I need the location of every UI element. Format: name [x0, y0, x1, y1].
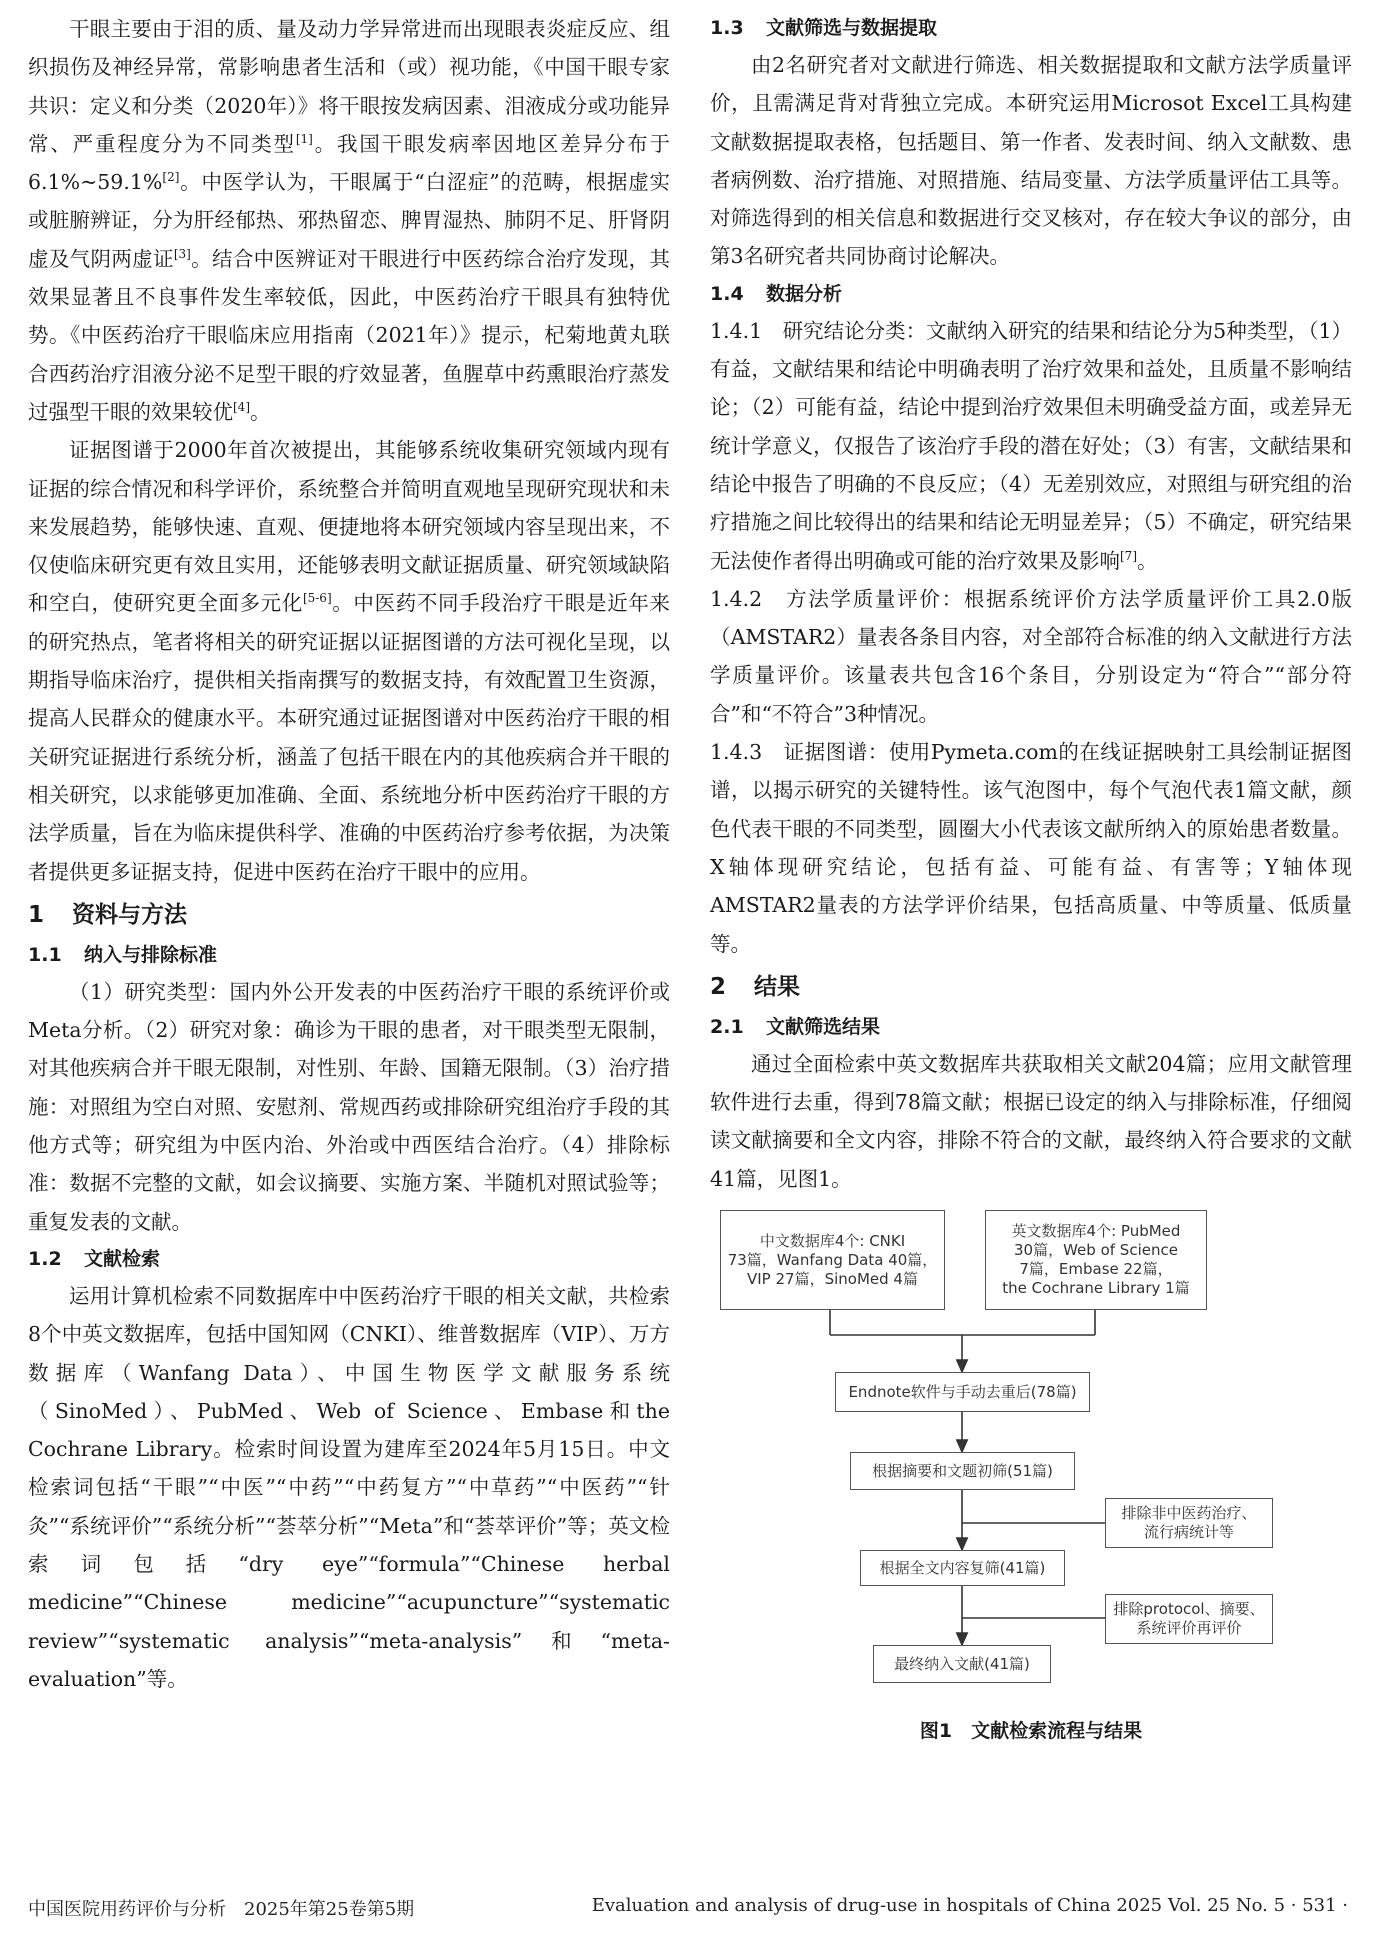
- subsection-heading-1-1: 1.1 纳入与排除标准: [28, 943, 218, 966]
- journal-issue: 中国医院用药评价与分析 2025年第25卷第5期: [28, 1899, 415, 1920]
- dedup-box: Endnote软件与手动去重后(78篇): [835, 1372, 1090, 1412]
- left-column: [28, 10, 670, 1698]
- english-database-box: 英文数据库4个: PubMed 30篇，Web of Science 7篇，Embase 22篇， the Cochrane Library 1篇: [985, 1210, 1207, 1310]
- journal-english-title-page: Evaluation and analysis of drug-use in hospitals of China 2025 Vol. 25 No. 5 · 531 ·: [591, 1895, 1348, 1916]
- exclusion-box-1: 排除非中医药治疗、 流行病统计等: [1105, 1498, 1273, 1548]
- intro-paragraph-2: 证据图谱于2000年首次被提出，其能够系统收集研究领域内现有证据的综合情况和科学评价，系统整合并简明直观地呈现研究现状和未来发展趋势，能够快速、直观、便捷地将本研究领域内容呈现出来，不仅使临床研究更有效且实用，还能够表明文献证据质量、研究领域缺陷和空白，使研究更全面多元化[5-6]。中医药不同手段治疗干眼是近年来的研究热点，笔者将相关的研究证据以证据图谱的方法可视化呈现，以期指导临床治疗，提供相关指南撰写的数据支持，有效配置卫生资源，提高人民群众的健康水平。本研究通过证据图谱对中医药治疗干眼的相关研究证据进行系统分析，涵盖了包括干眼在内的其他疾病合并干眼的相关研究，以求能够更加准确、全面、系统地分析中医药治疗干眼的方法学质量，旨在为临床提供科学、准确的中医药治疗参考依据，为决策者提供更多证据支持，促进中医药在治疗干眼中的应用。: [28, 438, 671, 884]
- exclusion-box-2: 排除protocol、摘要、 系统评价再评价: [1105, 1594, 1273, 1644]
- subsection-heading-1-2: 1.2 文献检索: [28, 1247, 161, 1270]
- analysis-paragraph-1-4-3: 1.4.3 证据图谱：使用Pymeta.com的在线证据映射工具绘制证据图谱，以揭示研究的关键特性。该气泡图中，每个气泡代表1篇文献，颜色代表干眼的不同类型，圆圈大小代表该文献所纳入的原始患者数量。X轴体现研究结论，包括有益、可能有益、有害等；Y轴体现AMSTAR2量表的方法学评价结果，包括高质量、中等质量、低质量等。: [710, 740, 1352, 956]
- section-heading-2: 2 结果: [710, 973, 800, 1000]
- subsection-heading-1-4: 1.4 数据分析: [710, 282, 843, 305]
- analysis-paragraph-1-4-1: 1.4.1 研究结论分类：文献纳入研究的结果和结论分为5种类型，（1）有益，文献结果和结论中明确表明了治疗效果和益处，且质量不影响结论；（2）可能有益，结论中提到治疗效果但未明确受益方面，或差异无统计学意义，仅报告了该治疗手段的潜在好处；（3）有害，文献结果和结论中报告了明确的不良反应；（4）无差别效应，对照组与研究组的治疗措施之间比较得出的结果和结论无明显差异；（5）不确定，研究结果无法使作者得出明确或可能的治疗效果及影响[7]。: [710, 318, 1352, 573]
- final-inclusion-box: 最终纳入文献(41篇): [873, 1645, 1051, 1683]
- literature-search-paragraph: 运用计算机检索不同数据库中中医药治疗干眼的相关文献，共检索8个中英文数据库，包括中国知网（CNKI）、维普数据库（VIP）、万方数据库（Wanfang Data）、中国生物医学文献服务系统（SinoMed）、PubMed、Web of Science、Embase和the Cochrane Library。检索时间设置为建库至2024年5月15日。中文检索词包括“干眼”“中医”“中药”“中药复方”“中草药”“中医药”“针灸”“系统评价”“系统分析”“荟萃分析”“Meta”和“荟萃评价”等；英文检索词包括“dry eye”“formula”“Chinese herbal medicine”“Chinese medicine”“acupuncture”“systematic review”“systematic analysis”“meta-analysis”和“meta-evaluation”等。: [28, 1283, 670, 1691]
- analysis-paragraph-1-4-2: 1.4.2 方法学质量评价：根据系统评价方法学质量评价工具2.0版（AMSTAR2）量表各条目内容，对全部符合标准的纳入文献进行方法学质量评价。该量表共包含16个条目，分别设定为“符合”“部分符合”和“不符合”3种情况。: [710, 586, 1352, 726]
- subsection-heading-1-3: 1.3 文献筛选与数据提取: [710, 17, 938, 39]
- right-column: [710, 10, 1352, 1743]
- section-heading-1: 1 资料与方法: [28, 901, 187, 928]
- inclusion-criteria-paragraph: （1）研究类型：国内外公开发表的中医药治疗干眼的系统评价或Meta分析。（2）研究对象：确诊为干眼的患者，对干眼类型无限制，对其他疾病合并干眼无限制，对性别、年龄、国籍无限制。（3）治疗措施：对照组为空白对照、安慰剂、常规西药或排除研究组治疗手段的其他方式等；研究组为中医内治、外治或中西医结合治疗。（4）排除标准：数据不完整的文献，如会议摘要、实施方案、半随机对照试验等；重复发表的文献。: [28, 979, 670, 1234]
- intro-paragraph-1: 干眼主要由于泪的质、量及动力学异常进而出现眼表炎症反应、组织损伤及神经异常，常影响患者生活和（或）视功能，《中国干眼专家共识：定义和分类（2020年）》将干眼按发病因素、泪液成分或功能异常、严重程度分为不同类型[1]。我国干眼发病率因地区差异分布于6.1%~59.1%[2]。中医学认为，干眼属于“白涩症”的范畴，根据虚实或脏腑辨证，分为肝经郁热、邪热留恋、脾胃湿热、肺阴不足、肝肾阴虚及气阴两虚证[3]。结合中医辨证对干眼进行中医药综合治疗发现，其效果显著且不良事件发生率较低，因此，中医药治疗干眼具有独特优势。《中医药治疗干眼临床应用指南（2021年）》提示，杞菊地黄丸联合西药治疗泪液分泌不足型干眼的疗效显著，鱼腥草中药熏眼治疗蒸发过强型干眼的效果较优[4]。: [28, 17, 671, 424]
- figure-caption: 图1 文献检索流程与结果: [919, 1720, 1143, 1743]
- flowchart-figure: [710, 1210, 1352, 1710]
- screening-paragraph: 由2名研究者对文献进行筛选、相关数据提取和文献方法学质量评价，且需满足背对背独立完成。本研究运用Microsot Excel工具构建文献数据提取表格，包括题目、第一作者、发表时间、纳入文献数、患者病例数、治疗措施、对照措施、结局变量、方法学质量评估工具等。对筛选得到的相关信息和数据进行交叉核对，存在较大争议的部分，由第3名研究者共同协商讨论解决。: [710, 53, 1352, 269]
- page-footer: [28, 1895, 1348, 1921]
- initial-screening-box: 根据摘要和文题初筛(51篇): [850, 1452, 1075, 1490]
- chinese-database-box: 中文数据库4个: CNKI 73篇，Wanfang Data 40篇， VIP 27篇，SinoMed 4篇: [720, 1210, 945, 1310]
- subsection-heading-2-1: 2.1 文献筛选结果: [710, 1015, 881, 1038]
- full-text-screening-box: 根据全文内容复筛(41篇): [860, 1550, 1065, 1586]
- results-paragraph: 通过全面检索中英文数据库共获取相关文献204篇；应用文献管理软件进行去重，得到78篇文献；根据已设定的纳入与排除标准，仔细阅读文献摘要和全文内容，排除不符合的文献，最终纳入符合要求的文献41篇，见图1。: [710, 1051, 1352, 1191]
